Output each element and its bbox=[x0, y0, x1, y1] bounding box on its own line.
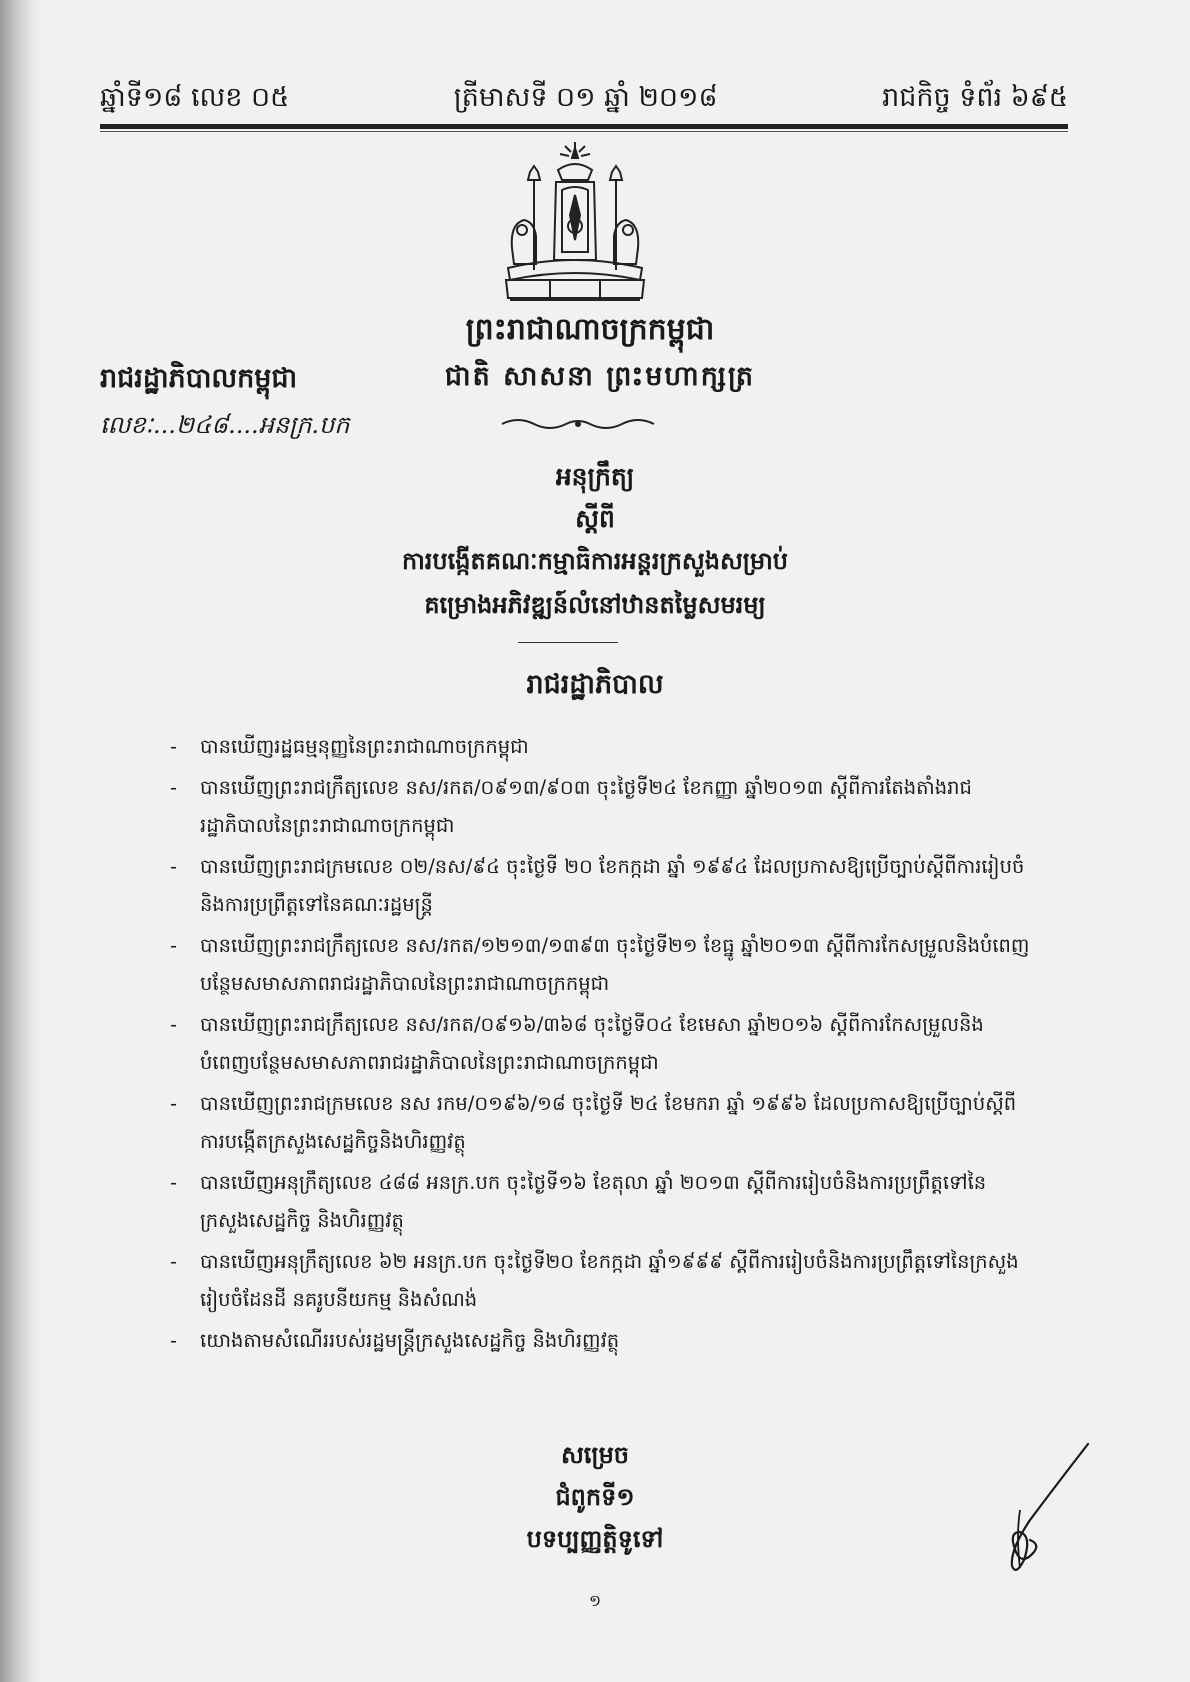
subject-line-1: ការបង្កើតគណៈកម្មាធិការអន្តរក្រសួងសម្រាប់ bbox=[401, 547, 789, 575]
clause-item: - បានឃើញព្រះរាជក្រឹត្យលេខ នស/រកត/១២១៣/១៣៩៣ ចុះថ្ងៃទី២១ ខែធ្នូ ឆ្នាំ២០១៣ ស្តីពីការកែសម្រួលនិងបំពេញបន្ថែមសមាសភាពរាជរដ្ឋាភិបាលនៃព្រះរាជាណាចក្រកម្ពុជា bbox=[170, 927, 1030, 1003]
kingdom-title: ព្រះរាជាណាចក្រកម្ពុជា bbox=[465, 312, 715, 347]
gazette-header bbox=[100, 80, 1068, 120]
royal-emblem bbox=[490, 140, 660, 310]
government-label: រាជរដ្ឋាភិបាលកម្ពុជា bbox=[100, 363, 298, 394]
handwritten-signature bbox=[990, 1440, 1100, 1580]
chapter-title: បទប្បញ្ញត្តិទូទៅ bbox=[526, 1525, 664, 1553]
chapter-heading: ជំពូកទី១ bbox=[555, 1483, 635, 1511]
clause-item: - បានឃើញរដ្ឋធម្មនុញ្ញនៃព្រះរាជាណាចក្រកម្ពុជា bbox=[170, 728, 1030, 766]
ornament-divider bbox=[498, 414, 658, 434]
header-rule-thin bbox=[100, 131, 1068, 132]
clause-item: - បានឃើញព្រះរាជក្រមលេខ នស រកម/០១៩៦/១៨ ចុះថ្ងៃទី ២៤ ខែមករា ឆ្នាំ ១៩៩៦ ដែលប្រកាសឱ្យប្រើច្បាប់ស្តីពីការបង្កើតក្រសួងសេដ្ឋកិច្ចនិងហិរញ្ញវត្ថុ bbox=[170, 1085, 1030, 1161]
national-motto: ជាតិ សាសនា ព្រះមហាក្សត្រ bbox=[444, 361, 756, 392]
clause-item: - យោងតាមសំណើររបស់រដ្ឋមន្ត្រីក្រសួងសេដ្ឋកិច្ច និងហិរញ្ញវត្ថុ bbox=[170, 1322, 1030, 1360]
clause-item: - បានឃើញព្រះរាជក្រឹត្យលេខ នស/រកត/០៩១៣/៩០៣ ចុះថ្ងៃទី២៤ ខែកញ្ញា ឆ្នាំ២០១៣ ស្តីពីការតែងតាំងរាជរដ្ឋាភិបាលនៃព្រះរាជាណាចក្រកម្ពុជា bbox=[170, 769, 1030, 845]
document-type: អនុក្រឹត្យ bbox=[555, 462, 635, 491]
issuer-heading: រាជរដ្ឋាភិបាល bbox=[526, 669, 664, 700]
gazette-date: ត្រីមាសទី ០១ ឆ្នាំ ២០១៨ bbox=[453, 82, 718, 113]
reference-number: លេខៈ...២៤៨....អនក្រ.បក bbox=[100, 411, 350, 439]
clause-item: - បានឃើញអនុក្រឹត្យលេខ ៤៨៨ អនក្រ.បក ចុះថ្ងៃទី១៦ ខែតុលា ឆ្នាំ ២០១៣ ស្តីពីការរៀបចំនិងការប្រព្រឹត្តទៅនៃក្រសួងសេដ្ឋកិច្ច និងហិរញ្ញវត្ថុ bbox=[170, 1164, 1030, 1240]
clause-item: - បានឃើញអនុក្រឹត្យលេខ ៦២ អនក្រ.បក ចុះថ្ងៃទី២០ ខែកក្កដា ឆ្នាំ១៩៩៩ ស្តីពីការរៀបចំនិងការប្រព្រឹត្តទៅនៃក្រសួងរៀបចំដែនដី នគរូបនីយកម្ម និងសំណង់ bbox=[170, 1243, 1030, 1319]
gazette-page: រាជកិច្ច ទំព័រ ៦៩៥ bbox=[882, 82, 1068, 113]
subject-line-2: គម្រោងអភិវឌ្ឍន៍លំនៅឋានតម្លៃសមរម្យ bbox=[424, 591, 766, 619]
clause-item: - បានឃើញព្រះរាជក្រឹត្យលេខ នស/រកត/០៩១៦/៣៦៨ ចុះថ្ងៃទី០៤ ខែមេសា ឆ្នាំ២០១៦ ស្តីពីការកែសម្រួលនិងបំពេញបន្ថែមសមាសភាពរាជរដ្ឋាភិបាលនៃព្រះរាជាណាចក្រកម្ពុជា bbox=[170, 1006, 1030, 1082]
clause-item: - បានឃើញព្រះរាជក្រមលេខ ០២/នស/៩៤ ចុះថ្ងៃទី ២០ ខែកក្កដា ឆ្នាំ ១៩៩៤ ដែលប្រកាសឱ្យប្រើច្បាប់ស្តីពីការរៀបចំនិងការប្រព្រឹត្តទៅនៃគណៈរដ្ឋមន្ត្រី bbox=[170, 848, 1030, 924]
page-number: ១ bbox=[588, 1591, 602, 1610]
gazette-issue: ឆ្នាំទី១៨ លេខ ០៥ bbox=[100, 82, 290, 113]
header-rule bbox=[100, 124, 1068, 129]
title-divider bbox=[518, 642, 618, 643]
preamble-clauses bbox=[170, 728, 1030, 1363]
about-label: ស្តីពី bbox=[575, 504, 615, 533]
decides-heading: សម្រេច bbox=[560, 1441, 630, 1469]
